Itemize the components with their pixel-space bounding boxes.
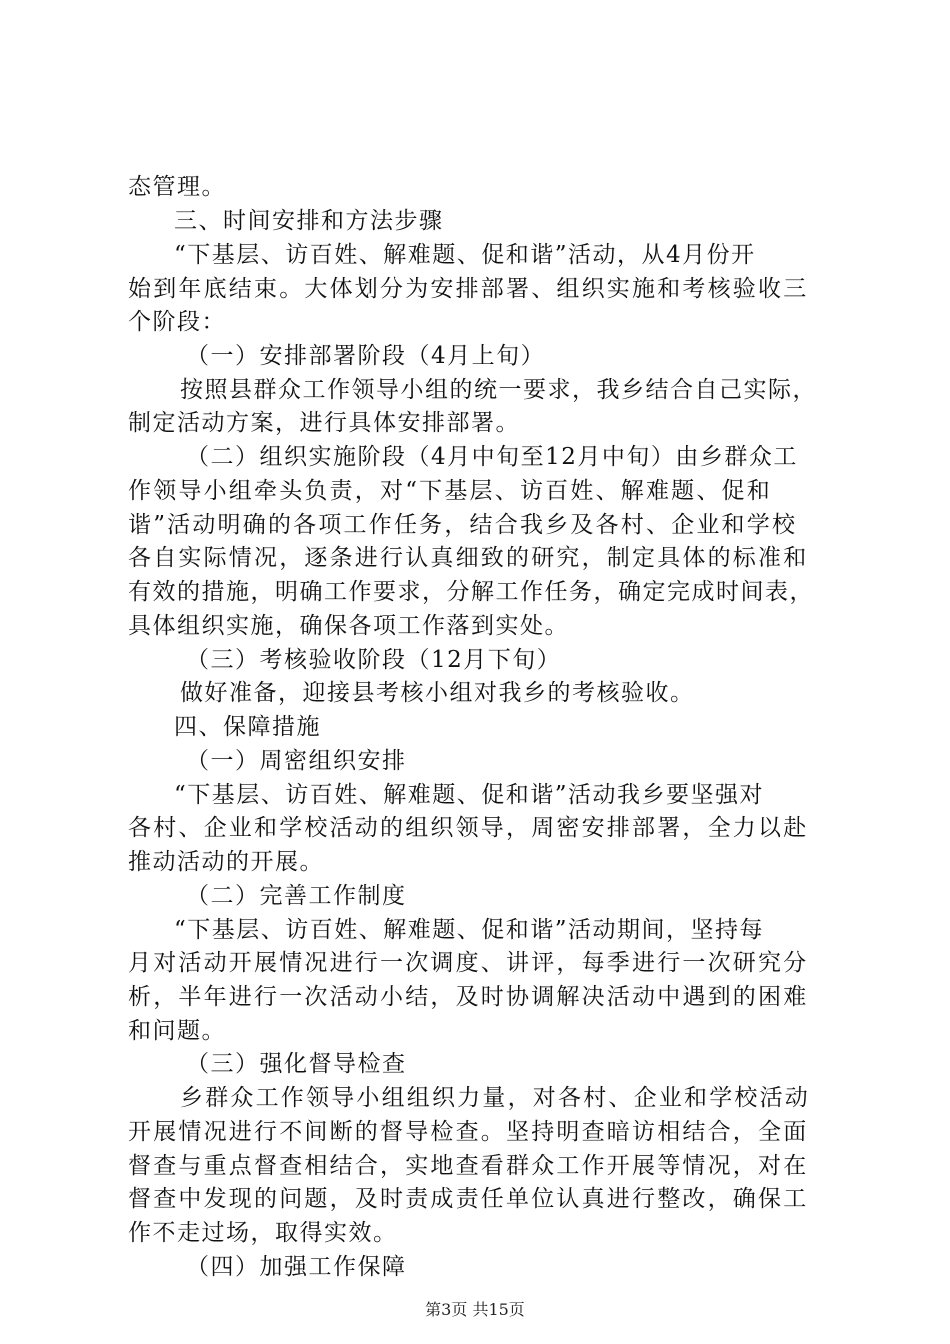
subsection-heading: （一）安排部署阶段（4月上旬） — [186, 343, 546, 369]
paragraph-line: 个阶段： — [128, 309, 226, 335]
paragraph-line: 推动活动的开展。 — [128, 849, 324, 875]
subsection-heading: （三）强化督导检查 — [186, 1051, 407, 1077]
section-heading: 三、时间安排和方法步骤 — [174, 208, 444, 234]
paragraph-line: 作不走过场，取得实效。 — [128, 1220, 398, 1246]
paragraph-line: “下基层、访百姓、解难题、促和谐”活动我乡要坚强对 — [174, 782, 765, 808]
paragraph-line: 督查中发现的问题，及时责成责任单位认真进行整改，确保工 — [128, 1186, 809, 1212]
paragraph-line: “下基层、访百姓、解难题、促和谐”活动期间，坚持每 — [174, 917, 765, 943]
paragraph-line: 和问题。 — [128, 1018, 226, 1044]
page-footer: 第3页 共15页 — [425, 1300, 525, 1319]
paragraph-line: 态管理。 — [128, 174, 226, 200]
paragraph-line: 谐”活动明确的各项工作任务，结合我乡及各村、企业和学校 — [128, 512, 798, 538]
paragraph-line: 督查与重点督查相结合，实地查看群众工作开展等情况，对在 — [128, 1153, 809, 1179]
subsection-heading: （一）周密组织安排 — [186, 748, 407, 774]
paragraph-line: 作领导小组牵头负责，对“下基层、访百姓、解难题、促和 — [128, 478, 772, 504]
section-heading: 四、保障措施 — [174, 714, 321, 740]
subsection-heading: （二）完善工作制度 — [186, 883, 407, 909]
paragraph-line: 乡群众工作领导小组组织力量，对各村、企业和学校活动 — [180, 1085, 810, 1111]
paragraph-line: 各自实际情况，逐条进行认真细致的研究，制定具体的标准和 — [128, 545, 809, 571]
paragraph-line: 月对活动开展情况进行一次调度、讲评，每季进行一次研究分 — [128, 950, 809, 976]
subsection-heading: （二）组织实施阶段（4月中旬至12月中旬）由乡群众工 — [186, 444, 798, 470]
subsection-heading: （四）加强工作保障 — [186, 1254, 407, 1280]
paragraph-line: 开展情况进行不间断的督导检查。坚持明查暗访相结合，全面 — [128, 1119, 809, 1145]
paragraph-line: 制定活动方案，进行具体安排部署。 — [128, 410, 520, 436]
paragraph-line: 做好准备，迎接县考核小组对我乡的考核验收。 — [180, 680, 695, 706]
paragraph-line: 有效的措施，明确工作要求，分解工作任务，确定完成时间表， — [128, 579, 814, 605]
paragraph-line: 按照县群众工作领导小组的统一要求，我乡结合自己实际， — [180, 377, 817, 403]
paragraph-line: 始到年底结束。大体划分为安排部署、组织实施和考核验收三 — [128, 276, 809, 302]
paragraph-line: 析，半年进行一次活动小结，及时协调解决活动中遇到的困难 — [128, 984, 809, 1010]
paragraph-line: 具体组织实施，确保各项工作落到实处。 — [128, 613, 569, 639]
paragraph-line: 各村、企业和学校活动的组织领导，周密安排部署，全力以赴 — [128, 815, 809, 841]
paragraph-line: “下基层、访百姓、解难题、促和谐”活动，从4月份开 — [174, 242, 756, 268]
subsection-heading: （三）考核验收阶段（12月下旬） — [186, 647, 562, 673]
